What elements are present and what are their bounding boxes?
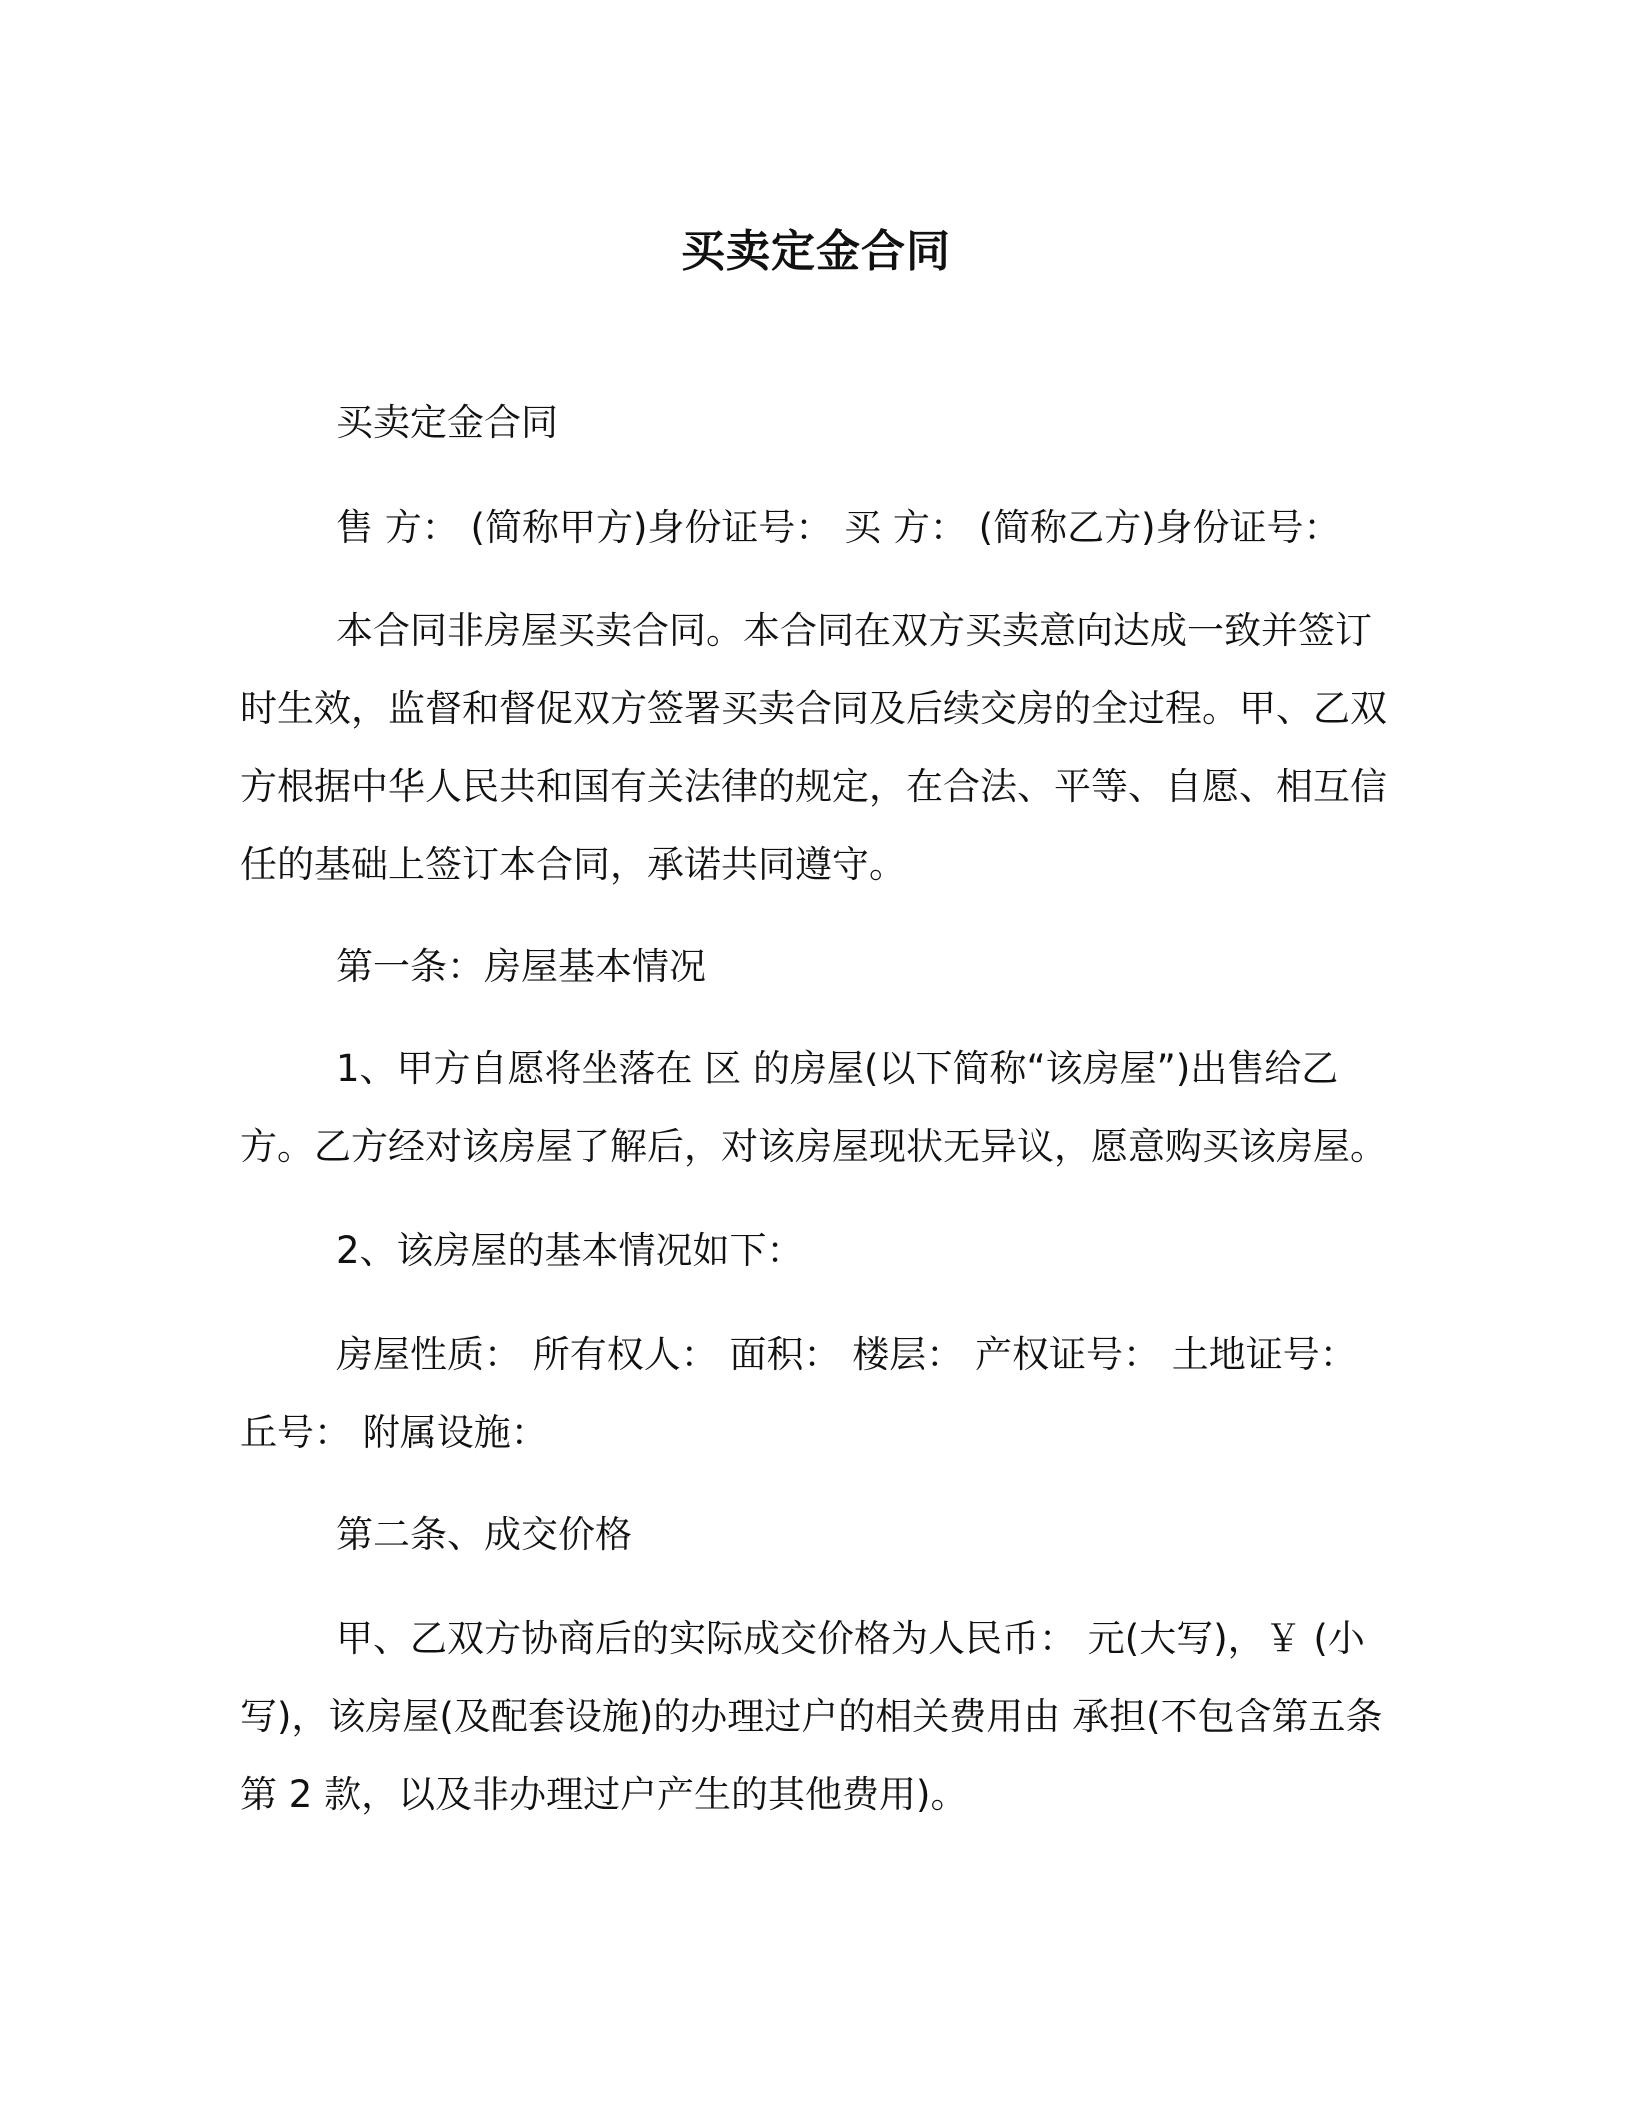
article-2-price-clause: 甲、乙双方协商后的实际成交价格为人民币： 元(大写)，￥ (小写)，该房屋(及配套设施)的办理过户的相关费用由 承担(不包含第五条第 2 款，以及非办理过户产生的其他费用)。 [240, 1617, 1383, 1816]
paragraph-parties: 售 方： (简称甲方)身份证号： 买 方： (简称乙方)身份证号： [336, 506, 1341, 549]
article-2-heading: 第二条、成交价格 [336, 1513, 632, 1556]
document-title: 买卖定金合同 [681, 226, 951, 277]
article-1-clause-2: 2、该房屋的基本情况如下： [336, 1229, 804, 1272]
paragraph-preamble: 本合同非房屋买卖合同。本合同在双方买卖意向达成一致并签订时生效，监督和督促双方签署买卖合同及后续交房的全过程。甲、乙双方根据中华人民共和国有关法律的规定，在合法、平等、自愿、相互信任的基础上签订本合同，承诺共同遵守。 [240, 609, 1387, 886]
paragraph-subtitle: 买卖定金合同 [336, 401, 558, 444]
article-1-heading: 第一条：房屋基本情况 [336, 945, 706, 988]
article-1-clause-1: 1、甲方自愿将坐落在 区 的房屋(以下简称“该房屋”)出售给乙方。乙方经对该房屋了解后，对该房屋现状无异议，愿意购买该房屋。 [240, 1047, 1387, 1168]
property-details: 房屋性质： 所有权人： 面积： 楼层： 产权证号： 土地证号： 丘号： 附属设施： [240, 1333, 1357, 1454]
document-page [240, 0, 1392, 2112]
